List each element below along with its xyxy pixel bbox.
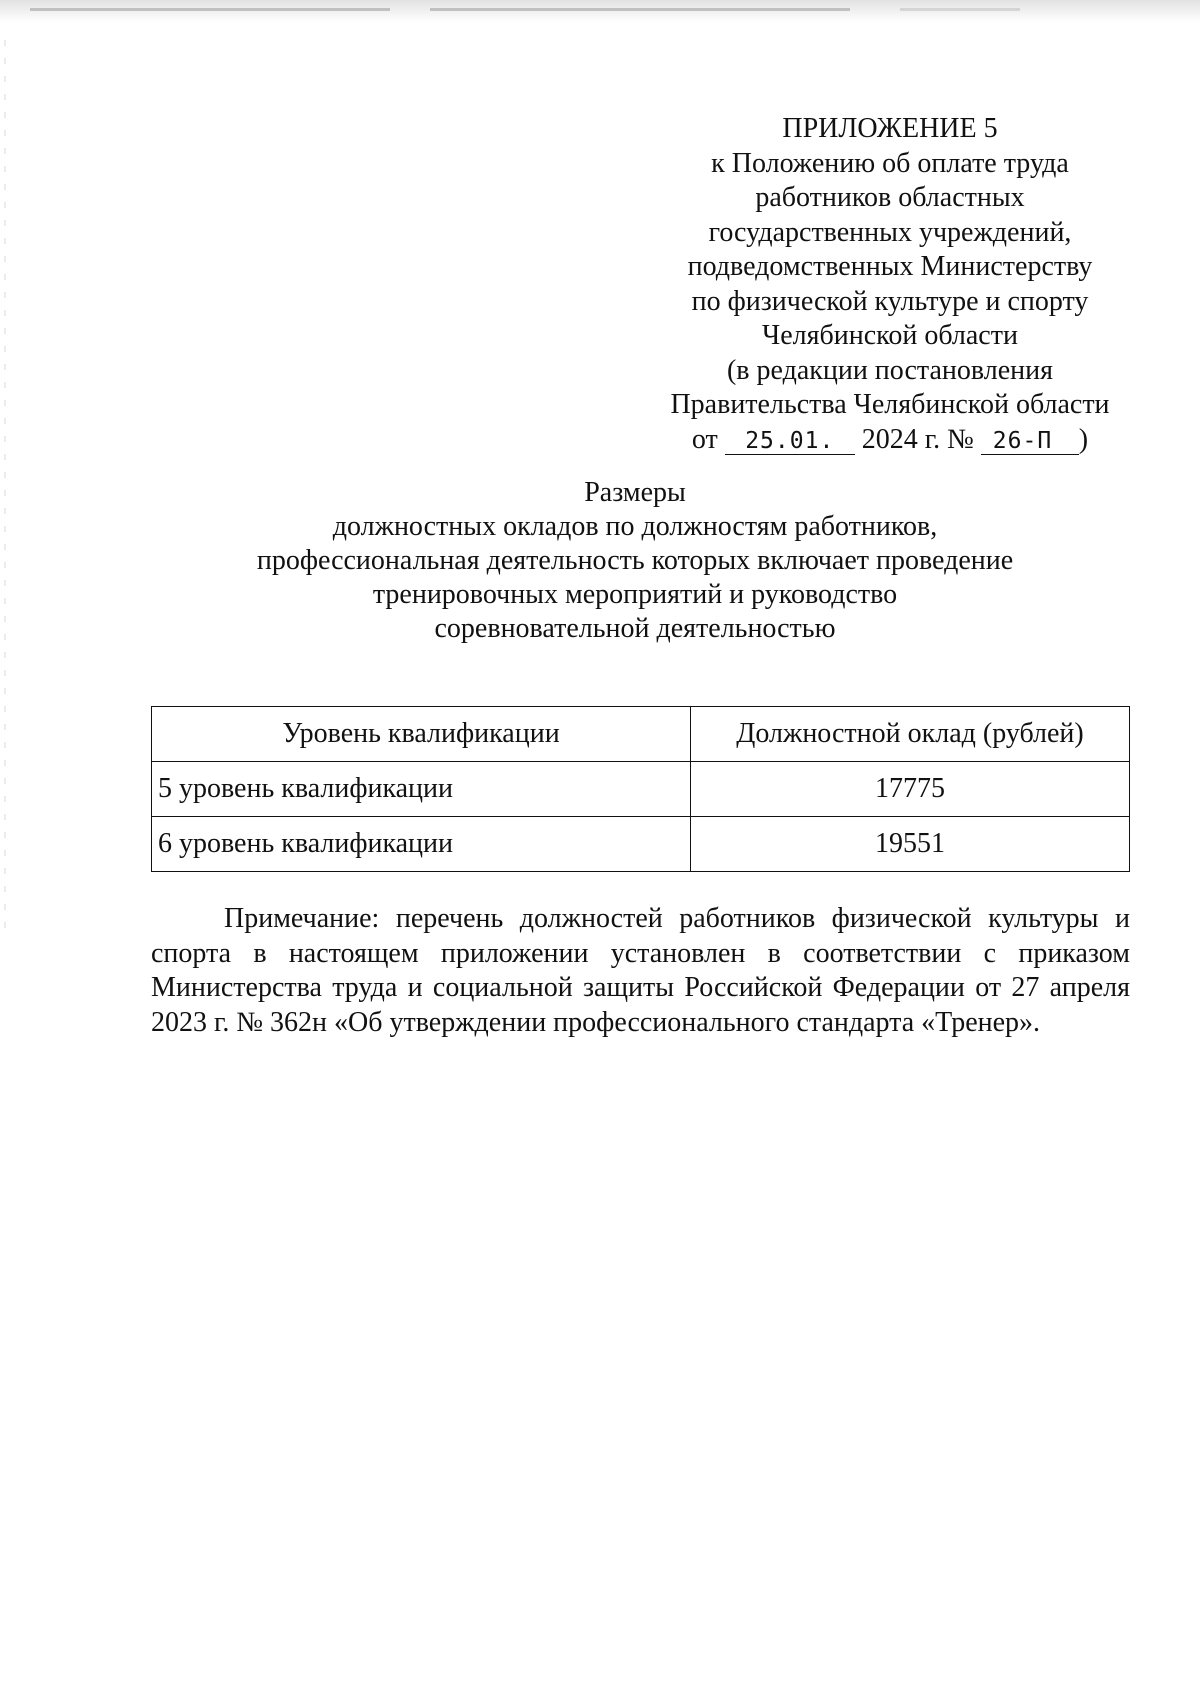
scan-artifact-top	[0, 0, 1200, 22]
appendix-line: по физической культуре и спорту	[691, 285, 1089, 317]
table-row	[152, 762, 1130, 817]
ref-number-field: 26-П	[981, 428, 1079, 455]
heading-line: соревновательной деятельностью	[434, 613, 836, 644]
ref-date-field: 25.01.	[725, 428, 855, 455]
appendix-line: (в редакции постановления	[726, 354, 1054, 386]
appendix-reference-line	[660, 423, 1120, 458]
ref-suffix: )	[1078, 423, 1089, 455]
scan-artifact-edge	[4, 40, 6, 940]
header-qualification-level: Уровень квалификации	[152, 707, 691, 762]
heading-line: тренировочных мероприятий и руководство	[372, 579, 898, 610]
appendix-line: Правительства Челябинской области	[670, 389, 1110, 420]
heading-title: Размеры	[584, 477, 686, 508]
salary-table	[151, 706, 1130, 872]
appendix-line: работников областных	[755, 182, 1025, 213]
scan-streak	[30, 8, 390, 11]
document-heading	[240, 476, 1030, 646]
appendix-block	[660, 112, 1120, 457]
table-header-row	[152, 707, 1130, 762]
appendix-line: государственных учреждений,	[708, 216, 1072, 248]
appendix-line: Челябинской области	[762, 320, 1018, 351]
ref-year: 2024 г. №	[861, 423, 974, 455]
scan-streak	[900, 8, 1020, 11]
header-salary: Должностной оклад (рублей)	[691, 707, 1130, 762]
note-paragraph: Примечание: перечень должностей работников физической культуры и спорта в настоящем приложении установлен в соответствии с приказом Министерства труда и социальной защиты Российской Федерации от 27 апреля 2023 г. № 362н «Об утверждении профессионального стандарта «Тренер».	[151, 903, 1130, 1038]
cell-level: 5 уровень квалификации	[152, 762, 691, 817]
heading-line: профессиональная деятельность которых включает проведение	[256, 545, 1014, 576]
appendix-line: подведомственных Министерству	[687, 251, 1093, 282]
scan-streak	[430, 8, 850, 11]
cell-level: 6 уровень квалификации	[152, 817, 691, 872]
table-row	[152, 817, 1130, 872]
cell-salary: 17775	[691, 762, 1130, 817]
ref-prefix: от	[691, 423, 718, 455]
heading-line: должностных окладов по должностям работников,	[332, 511, 938, 542]
cell-salary: 19551	[691, 817, 1130, 872]
appendix-title: ПРИЛОЖЕНИЕ 5	[782, 113, 998, 144]
appendix-line: к Положению об оплате труда	[711, 147, 1069, 179]
